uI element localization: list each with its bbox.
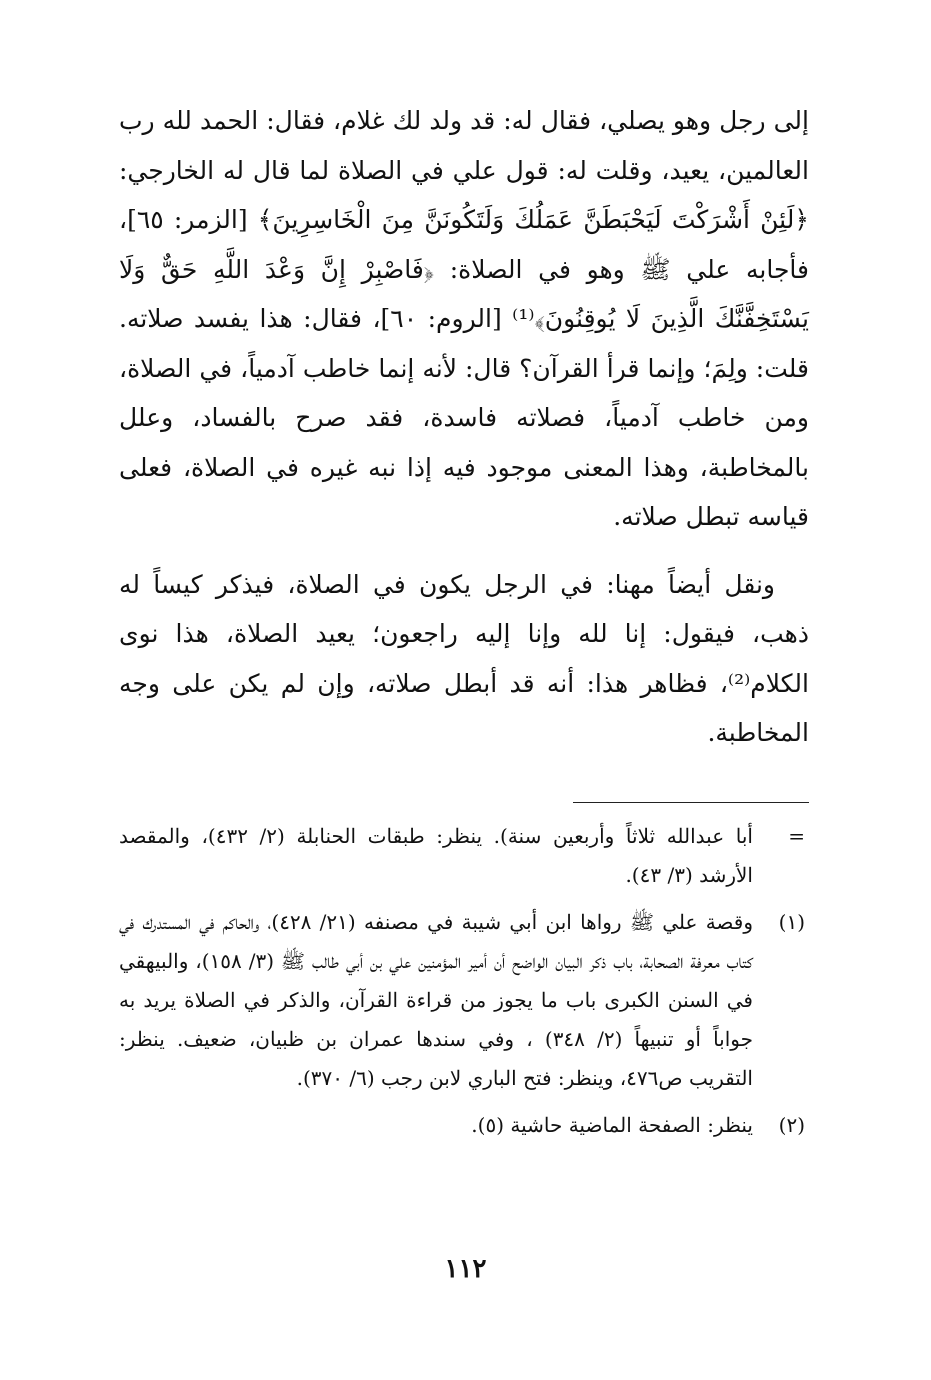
footnote-text: ينظر: الصفحة الماضية حاشية (٥). [471,1112,753,1137]
footnotes [119,817,809,1145]
footnote-marker: (٢) [778,1112,805,1137]
main-text [119,96,809,758]
footnote-1 [119,903,809,1098]
footnote-continuation [119,817,809,895]
footnote-divider [573,802,809,803]
footnote-marker: = [788,823,805,848]
footnote-text: وقصة علي ﷺ رواها ابن أبي شيبة في مصنفه (٢١/ ٤٢٨)، والحاكم في المستدرك في كتاب معرفة الصحابة، باب ذكر البيان الواضح أن أمير المؤمنين علي بن أبي طالب ﷺ (٣/ ١٥٨)، والبيهقي في السنن الكبرى باب ما يجوز من قراءة القرآن، والذكر في الصلاة يريد به جواباً أو تنبيهاً (٢/ ٣٤٨) ، وفي سندها عمران بن ظبيان، ضعيف. ينظر: التقريب ص٤٧٦، وينظر: فتح الباري لابن رجب (٦/ ٣٧٠). [119,909,753,1090]
footnote-2 [119,1106,809,1145]
paragraph-1: إلى رجل وهو يصلي، فقال له: قد ولد لك غلام، فقال: الحمد لله رب العالمين، يعيد، وقلت له: قول علي في الصلاة لما قال له الخارجي: ﴿لَئِنْ أَشْرَكْتَ لَيَحْبَطَنَّ عَمَلُكَ وَلَتَكُونَنَّ مِنَ الْخَاسِرِينَ﴾ [الزمر: ٦٥]، فأجابه علي ﷺ وهو في الصلاة: ﴿فَاصْبِرْ إِنَّ وَعْدَ اللَّهِ حَقٌّ وَلَا يَسْتَخِفَّنَّكَ الَّذِينَ لَا يُوقِنُونَ﴾⁽¹⁾ [الروم: ٦٠]، فقال: هذا يفسد صلاته. قلت: ولِمَ؛ وإنما قرأ القرآن؟ قال: لأنه إنما خاطب آدمياً، في الصلاة، ومن خاطب آدمياً، فصلاته فاسدة، فقد صرح بالفساد، وعلل بالمخاطبة، وهذا المعنى موجود فيه إذا نبه غيره في الصلاة، فعلى قياسه تبطل صلاته. [119,106,809,531]
page-number: ١١٢ [444,1254,487,1284]
footnote-text: أبا عبدالله ثلاثاً وأربعين سنة). ينظر: طبقات الحنابلة (٢/ ٤٣٢)، والمقصد الأرشد (٣/ ٤٣). [119,823,753,887]
page-content [119,96,809,1153]
footnote-marker: (١) [778,909,805,934]
paragraph-2: ونقل أيضاً مهنا: في الرجل يكون في الصلاة، فيذكر كيساً له ذهب، فيقول: إنا لله وإنا إليه راجعون؛ يعيد الصلاة، هذا نوى الكلام⁽²⁾، فظاهر هذا: أنه قد أبطل صلاته، وإن لم يكن على وجه المخاطبة. [119,569,809,747]
